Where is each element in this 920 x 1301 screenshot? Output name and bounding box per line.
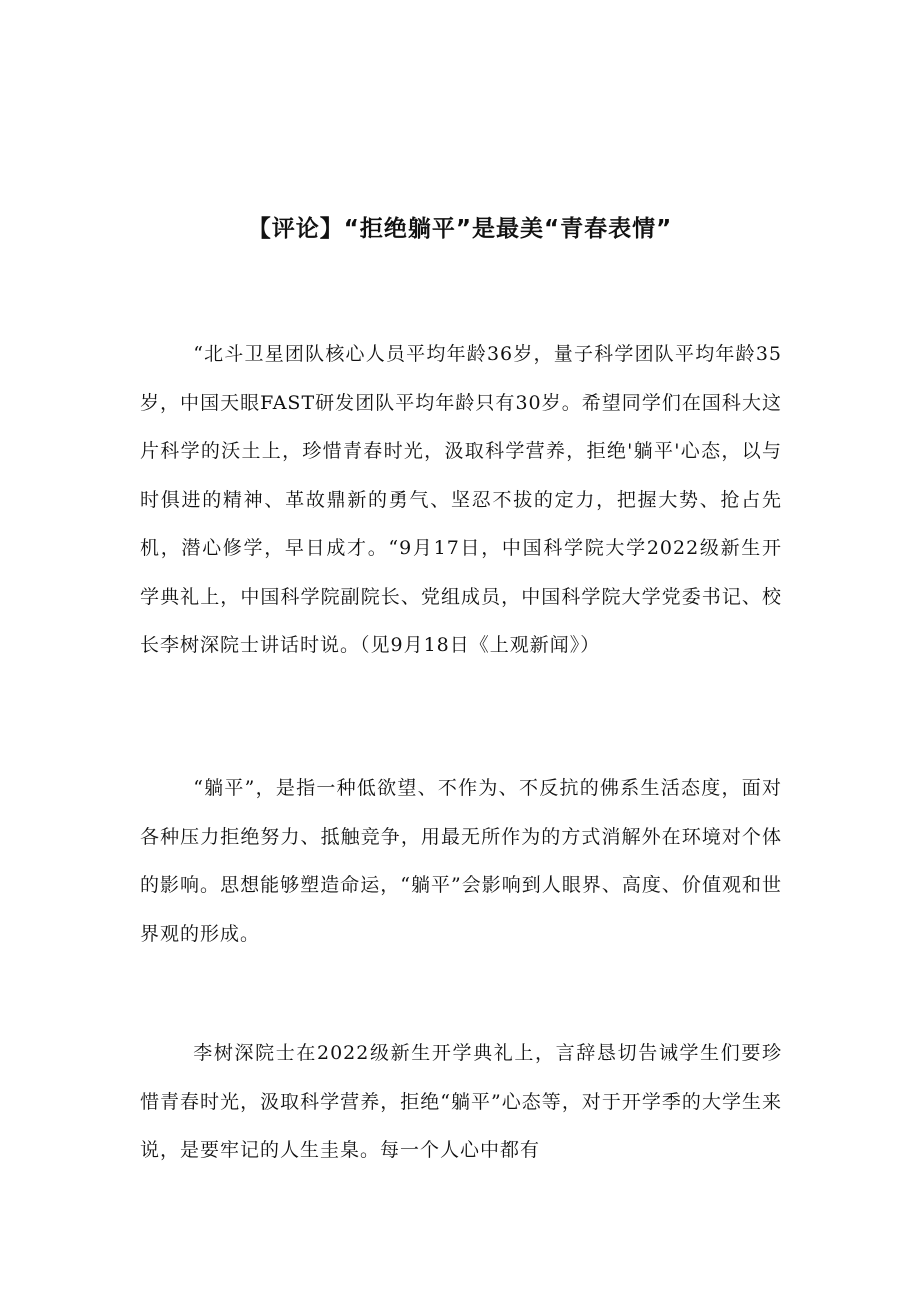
paragraph-1: “北斗卫星团队核心人员平均年龄36岁，量子科学团队平均年龄35岁，中国天眼FAST研发团队平均年龄只有30岁。希望同学们在国科大这片科学的沃土上，珍惜青春时光，汲取科学营养，拒绝'躺平'心态，以与时俱进的精神、革故鼎新的勇气、坚忍不拔的定力，把握大势、抢占先机，潜心修学，早日成才。“9月17日，中国科学院大学2022级新生开学典礼上，中国科学院副院长、党组成员，中国科学院大学党委书记、校长李树深院士讲话时说。（见9月18日《上观新闻》） — [140, 343, 782, 656]
paragraph-3: 李树深院士在2022级新生开学典礼上，言辞恳切告诫学生们要珍惜青春时光，汲取科学营养，拒绝“躺平”心态等，对于开学季的大学生来说，是要牢记的人生圭臬。每一个人心中都有 — [140, 1042, 782, 1161]
paragraph-2: “躺平”，是指一种低欲望、不作为、不反抗的佛系生活态度，面对各种压力拒绝努力、抵触竞争，用最无所作为的方式消解外在环境对个体的影响。思想能够塑造命运，“躺平”会影响到人眼界、高度、价值观和世界观的形成。 — [140, 777, 782, 945]
article-title: 【评论】“拒绝躺平”是最美“青春表情” — [247, 216, 673, 242]
